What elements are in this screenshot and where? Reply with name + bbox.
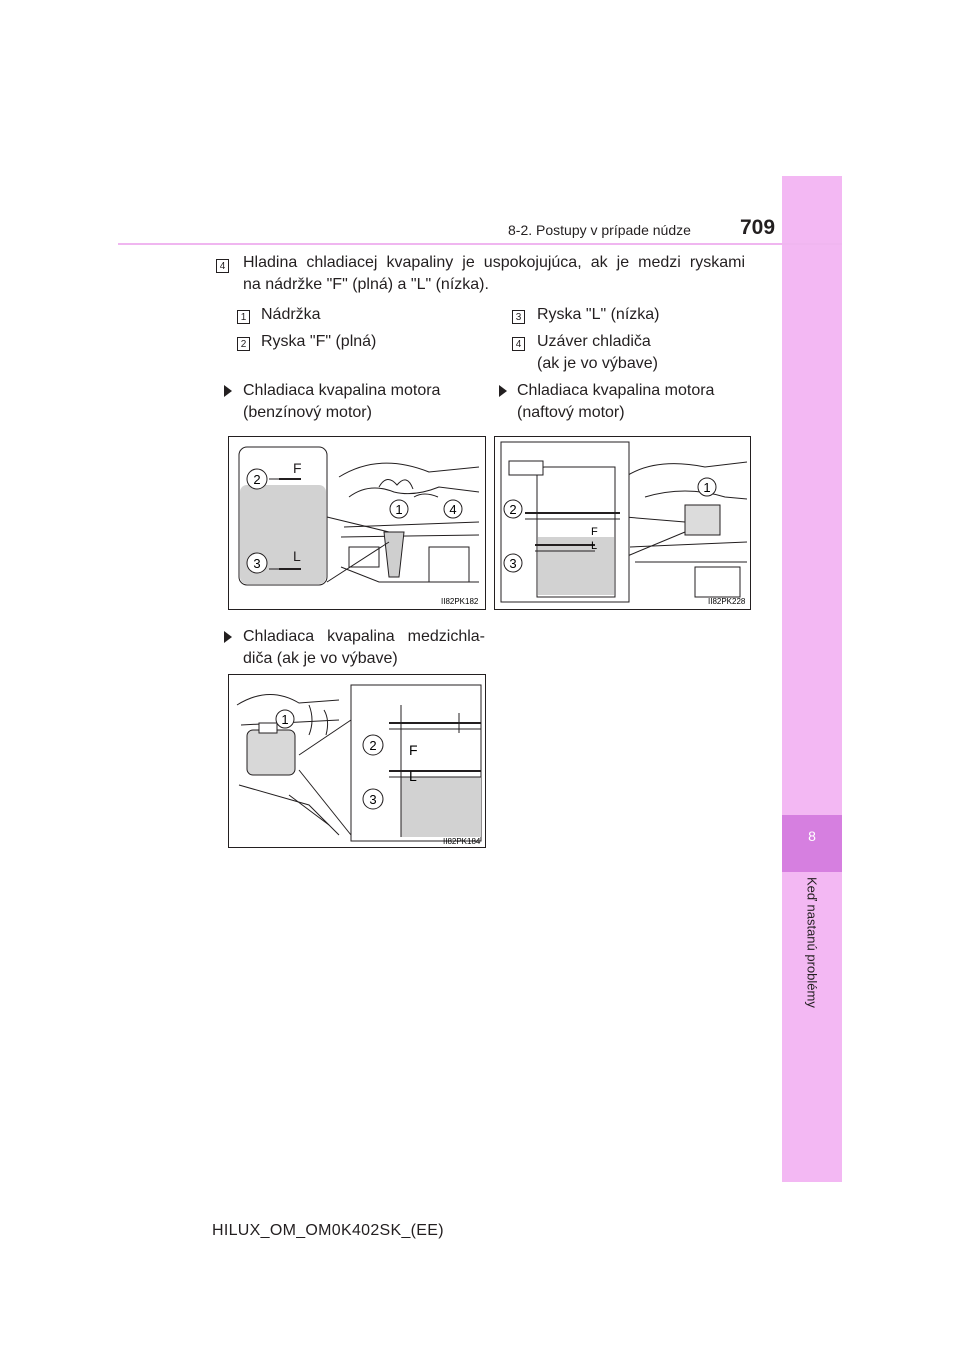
f-mark-label: F: [591, 526, 598, 538]
page-number: 709: [740, 216, 776, 239]
figure-code: II82PK182: [441, 597, 479, 606]
legend-item-radiator-cap-note: (ak je vo výbave): [537, 355, 658, 372]
callout-3: 3: [369, 792, 377, 807]
f-mark-label: F: [409, 742, 418, 758]
f-mark-label: F: [293, 460, 302, 476]
coolant-fill: [401, 777, 481, 837]
legend-item-radiator-cap: Uzáver chladiča: [537, 333, 651, 350]
callout-2: 2: [509, 502, 517, 517]
callout-1: 1: [703, 480, 711, 495]
figure-diesel-engine-coolant: [494, 436, 751, 610]
l-mark-label: L: [293, 548, 301, 564]
legend-marker-4: 4: [512, 334, 525, 352]
figure-code: II82PK184: [443, 837, 481, 846]
callout-2: 2: [369, 738, 377, 753]
chapter-side-tab: [782, 176, 842, 1182]
bullet-icon: [224, 631, 232, 643]
figure3-heading-line2: diča (ak je vo výbave): [243, 650, 398, 667]
legend-marker-1: 1: [237, 307, 250, 325]
callout-1: 1: [395, 502, 403, 517]
figure-code: II82PK228: [708, 597, 746, 606]
step-text-line1: Hladina chladiacej kvapaliny je uspokojujúca, ak je medzi ryskami: [243, 254, 745, 271]
legend-marker-2: 2: [237, 334, 250, 352]
legend-item-l-mark: Ryska "L" (nízka): [537, 306, 660, 323]
callout-2: 2: [253, 472, 261, 487]
bullet-icon: [224, 385, 232, 397]
figure-intercooler-coolant: [228, 674, 486, 848]
callout-1: 1: [281, 712, 289, 727]
legend-item-tank: Nádržka: [261, 306, 321, 323]
figure-petrol-engine-coolant: [228, 436, 486, 610]
document-code: HILUX_OM_OM0K402SK_(EE): [212, 1222, 444, 1239]
figure2-heading-line1: Chladiaca kvapalina motora: [517, 382, 715, 399]
step-text-line2: na nádržke "F" (plná) a "L" (nízka).: [243, 276, 489, 293]
callout-3: 3: [253, 556, 261, 571]
figure3-heading-line1: Chladiaca kvapalina medzichla-: [243, 628, 485, 645]
section-title: 8-2. Postupy v prípade núdze: [508, 222, 691, 238]
chapter-number: 8: [808, 828, 816, 844]
chapter-title: Keď nastanú problémy: [804, 877, 820, 1008]
figure2-heading-line2: (naftový motor): [517, 404, 625, 421]
callout-3: 3: [509, 556, 517, 571]
header-rule: [118, 243, 842, 245]
bullet-icon: [499, 385, 507, 397]
figure1-heading-line1: Chladiaca kvapalina motora: [243, 382, 441, 399]
step-marker: 4: [216, 256, 229, 274]
l-mark-label: L: [409, 768, 417, 784]
legend-item-f-mark: Ryska "F" (plná): [261, 333, 377, 350]
figure1-heading-line2: (benzínový motor): [243, 404, 372, 421]
legend-marker-3: 3: [512, 307, 525, 325]
l-mark-label: L: [591, 540, 598, 552]
callout-4: 4: [449, 502, 457, 517]
